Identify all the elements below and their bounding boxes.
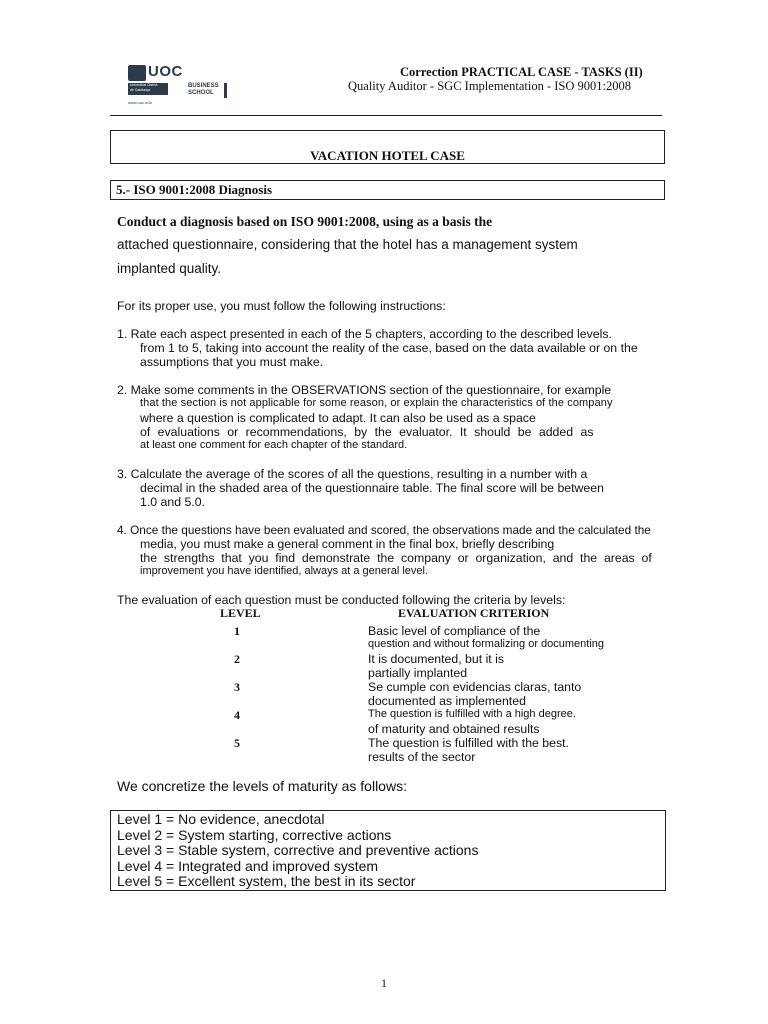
instruction-4-cont: improvement you have identified, always at a general level.: [140, 565, 428, 577]
instruction-2: 2. Make some comments in the OBSERVATIONS section of the questionnaire, for example: [117, 383, 612, 397]
instruction-4-cont: the strengths that you find demonstrate the company or organization, and the areas of: [140, 551, 652, 565]
criteria-level: 3: [234, 680, 240, 694]
instruction-1-cont: assumptions that you must make.: [140, 355, 324, 369]
page-number: 1: [381, 976, 387, 990]
maturity-level: Level 3 = Stable system, corrective and preventive actions: [117, 842, 479, 859]
logo-divider: [224, 83, 227, 98]
instruction-4-cont: media, you must make a general comment in the final box, briefly describing: [140, 537, 555, 551]
criteria-level: 4: [234, 708, 240, 722]
uoc-logo-icon: [128, 65, 146, 81]
instruction-4: 4. Once the questions have been evaluated and scored, the observations made and the calculated the: [117, 523, 651, 537]
instruction-3-cont: 1.0 and 5.0.: [140, 495, 205, 509]
criteria-text: partially implanted: [368, 666, 468, 680]
maturity-level: Level 1 = No evidence, anecdotal: [117, 811, 325, 827]
document-header-title: Correction PRACTICAL CASE - TASKS (II): [400, 65, 643, 79]
case-title: VACATION HOTEL CASE: [310, 148, 465, 163]
header-divider: [110, 115, 662, 116]
maturity-level: Level 5 = Excellent system, the best in its sector: [117, 873, 416, 890]
maturity-level: Level 2 = System starting, corrective actions: [117, 826, 392, 843]
section-title: 5.- ISO 9001:2008 Diagnosis: [110, 180, 665, 200]
maturity-levels-box: [110, 810, 666, 891]
maturity-level: Level 4 = Integrated and improved system: [117, 857, 379, 874]
criteria-text: question and without formalizing or documenting: [368, 638, 605, 650]
instruction-2-cont: of evaluations or recommendations, by the evaluator. It should be added as: [140, 425, 594, 439]
logo-business-school: BUSINESS SCHOOL: [188, 83, 219, 96]
criteria-lead: The evaluation of each question must be conducted following the criteria by levels:: [117, 593, 566, 607]
criteria-text: The question is fulfilled with the best.: [368, 736, 569, 750]
criteria-text: Basic level of compliance of the: [368, 624, 541, 638]
instruction-1-cont: from 1 to 5, taking into account the reality of the case, based on the data available or on the: [140, 341, 638, 355]
instruction-3-cont: decimal in the shaded area of the questionnaire table. The final score will be between: [140, 481, 604, 495]
logo-brand: UOC: [148, 63, 183, 80]
criteria-header-criterion: EVALUATION CRITERION: [398, 606, 550, 620]
intro-line-2: attached questionnaire, considering that the hotel has a management system: [117, 237, 578, 252]
intro-line-1: Conduct a diagnosis based on ISO 9001:2008, using as a basis the: [117, 214, 493, 229]
logo-university-name: Universitat Oberta de Catalunya: [128, 83, 168, 95]
criteria-text: of maturity and obtained results: [368, 722, 540, 736]
instruction-2-cont: at least one comment for each chapter of the standard.: [140, 439, 408, 451]
criteria-header-level: LEVEL: [220, 606, 261, 620]
maturity-lead: We concretize the levels of maturity as follows:: [117, 778, 407, 794]
document-header-subtitle: Quality Auditor - SGC Implementation - ISO 9001:2008: [348, 79, 631, 93]
criteria-text: Se cumple con evidencias claras, tanto: [368, 680, 582, 694]
criteria-level: 5: [234, 736, 240, 750]
case-title-box: [110, 130, 665, 164]
criteria-text: documented as implemented: [368, 694, 526, 708]
instruction-2-cont: that the section is not applicable for some reason, or explain the characteristics of the company: [140, 397, 613, 409]
instructions-lead: For its proper use, you must follow the following instructions:: [117, 299, 446, 313]
instruction-2-cont: where a question is complicated to adapt. It can also be used as a space: [140, 411, 536, 425]
instruction-1: 1. Rate each aspect presented in each of the 5 chapters, according to the described levels.: [117, 327, 612, 341]
intro-line-3: implanted quality.: [117, 261, 222, 276]
criteria-text: It is documented, but it is: [368, 652, 505, 666]
criteria-text: The question is fulfilled with a high degree.: [368, 708, 576, 720]
logo-url: www.uoc.edu: [128, 100, 152, 105]
criteria-level: 1: [234, 624, 240, 638]
instruction-3: 3. Calculate the average of the scores of all the questions, resulting in a number with a: [117, 467, 588, 481]
uoc-logo: [128, 63, 232, 107]
criteria-text: results of the sector: [368, 750, 476, 764]
criteria-level: 2: [234, 652, 240, 666]
